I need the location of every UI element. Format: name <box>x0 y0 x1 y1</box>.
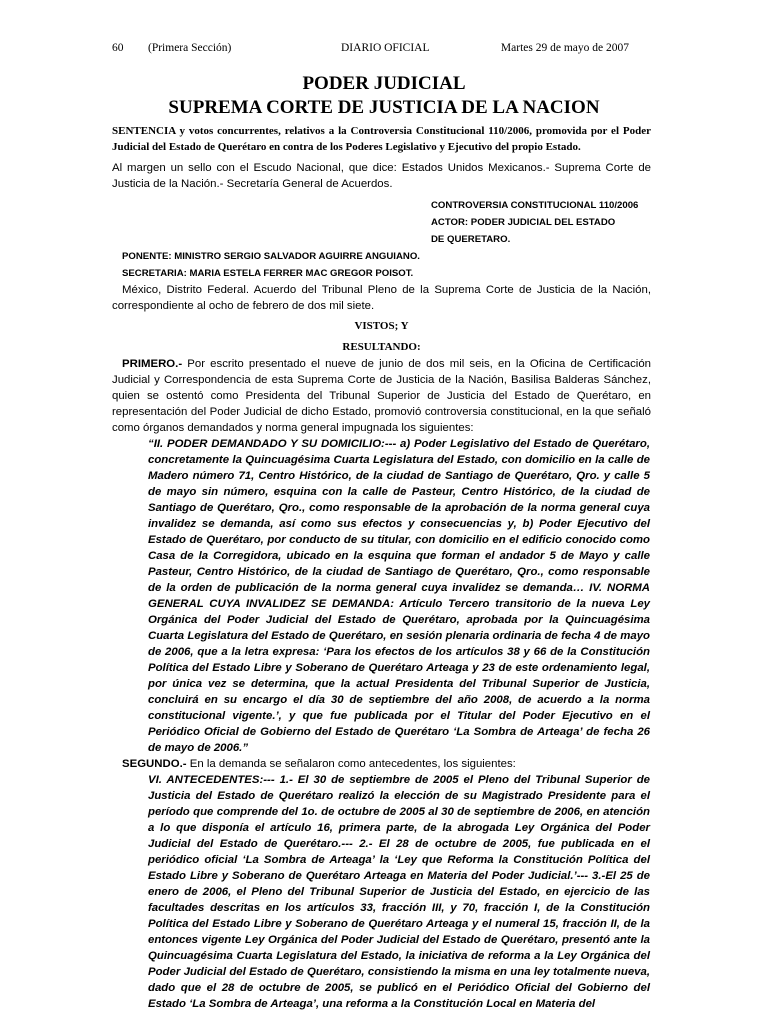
case-line-2: ACTOR: PODER JUDICIAL DEL ESTADO <box>431 217 616 228</box>
publication-date: Martes 29 de mayo de 2007 <box>500 42 629 54</box>
case-line-1: CONTROVERSIA CONSTITUCIONAL 110/2006 <box>431 200 639 211</box>
vistos-heading: VISTOS; Y <box>354 320 409 332</box>
page-header <box>0 42 768 58</box>
seal-note: Al margen un sello con el Escudo Nacional, que dice: Estados Unidos Mexicanos.- Suprema Corte de Justicia de la Nación.- Secretaría General de Acuerdos. <box>112 162 651 190</box>
summary-paragraph: SENTENCIA y votos concurrentes, relativos a la Controversia Constitucional 110/2006, promovida por el Poder Judicial del Estado de Querétaro en contra de los Poderes Legislativo y Ejecutivo del propio Estado. <box>112 125 651 153</box>
primero-label: PRIMERO.- <box>122 358 183 370</box>
document-body <box>112 123 651 1012</box>
ponente-line: PONENTE: MINISTRO SERGIO SALVADOR AGUIRRE ANGUIANO. <box>122 251 420 262</box>
quote-antecedentes: VI. ANTECEDENTES:--- 1.- El 30 de septiembre de 2005 el Pleno del Tribunal Superior de Justicia del Estado de Querétaro realizó la elección de su Magistrado Presidente para el período que comprende del 1o. de octubre de 2005 al 30 de septiembre de 2006, en atención a lo que disponía el artículo 16, primera parte, de la abrogada Ley Orgánica del Poder Judicial del Estado de Querétaro.--- 2.- El 28 de octubre de 2005, fue publicada en el periódico oficial ‘La Sombra de Arteaga’ la ‘Ley que Reforma la Constitución Política del Estado Libre y Soberano de Querétaro Arteaga en Materia del Poder Judicial.’--- 3.-El 25 de enero de 2006, el Pleno del Tribunal Superior de Justicia del Estado, en ejercicio de las facultades descritas en los artículos 33, fracción III, y 70, fracción I, de la Constitución Política del Estado Libre y Soberano de Querétaro Arteaga y el numeral 15, fracción II, de la entonces vigente Ley Orgánica del Poder Judicial del Estado de Querétaro, presentó ante la Quincuagésima Cuarta Legislatura del Estado, la iniciativa de reforma a la Ley Orgánica del Poder Judicial del Estado de Querétaro, consistiendo la misma en una ley totalmente nueva, dado que el 28 de octubre de 2005, se publicó en el Periódico Oficial del Gobierno del Estado ‘La Sombra de Arteaga’, una reforma a la Constitución Local en Materia del <box>148 774 650 1010</box>
primero-text: Por escrito presentado el nueve de junio de dos mil seis, en la Oficina de Certificación Judicial y Correspondencia de esta Suprema Corte de Justicia de la Nación, Basilisa Balderas Sánchez, quien se ostentó como Presidenta del Tribunal Superior de Justicia del Estado de Querétaro, en representación del Poder Judicial de dicho Estado, promovió controversia constitucional, en la que señaló como órganos demandados y norma general impugnada los siguientes: <box>112 358 651 434</box>
segundo-text: En la demanda se señalaron como antecedentes, los siguientes: <box>186 758 516 770</box>
case-line-3: DE QUERETARO. <box>431 234 511 245</box>
primero-paragraph <box>112 356 651 436</box>
section-label: (Primera Sección) <box>148 42 232 54</box>
secretaria-line: SECRETARIA: MARIA ESTELA FERRER MAC GREGOR POISOT. <box>122 268 414 279</box>
segundo-label: SEGUNDO.- <box>122 758 187 770</box>
page-number: 60 <box>112 42 124 54</box>
publication-name: DIARIO OFICIAL <box>341 42 430 54</box>
resultando-heading: RESULTANDO: <box>342 341 421 353</box>
title-line-2: SUPREMA CORTE DE JUSTICIA DE LA NACION <box>168 97 600 118</box>
quote-demanda: “II. PODER DEMANDADO Y SU DOMICILIO:--- a) Poder Legislativo del Estado de Querétaro, concretamente la Quincuagésima Cuarta Legislatura del Estado, con domicilio en la calle de Madero número 71, Centro Histórico, de la ciudad de Santiago de Querétaro, Qro. y calle 5 de mayo sin número, esquina con la calle de Pasteur, Centro Histórico, de la ciudad de Santiago de Querétaro, Qro., como responsable de la aprobación de la norma general cuya invalidez se demanda, así como sus efectos y consecuencias y, b) Poder Ejecutivo del Estado de Querétaro, por conducto de su titular, con domicilio en el edificio conocido como Casa de la Corregidora, ubicado en la esquina que forman el andador 5 de Mayo y calle Pasteur, Centro Histórico, de la ciudad de Santiago de Querétaro, Qro., como responsable de la orden de publicación de la norma general cuya invalidez se demanda… IV. NORMA GENERAL CUYA INVALIDEZ SE DEMANDA: Artículo Tercero transitorio de la nueva Ley Orgánica del Poder Judicial del Estado de Querétaro, aprobada por la Quincuagésima Cuarta Legislatura del Estado de Querétaro, en sesión plenaria ordinaria de fecha 4 de mayo de 2006, que a la letra expresa: ‘Para los efectos de los artículos 38 y 66 de la Constitución Política del Estado Libre y Soberano de Querétaro Arteaga y 23 de este ordenamiento legal, por única vez se determina, que la actual Presidenta del Tribunal Superior de Justicia, concluirá en su encargo el día 30 de septiembre del año 2008, de acuerdo a la norma constitucional vigente.’, y que fue publicada por el Titular del Poder Ejecutivo en el Periódico Oficial de Gobierno del Estado de Querétaro ‘La Sombra de Arteaga’ de fecha 26 de mayo de 2006.” <box>148 438 650 754</box>
opening-paragraph: México, Distrito Federal. Acuerdo del Tribunal Pleno de la Suprema Corte de Justicia de la Nación, correspondiente al ocho de febrero de dos mil siete. <box>112 284 651 312</box>
case-block <box>431 197 651 248</box>
title-line-1: PODER JUDICIAL <box>302 73 466 94</box>
segundo-paragraph <box>112 756 651 772</box>
